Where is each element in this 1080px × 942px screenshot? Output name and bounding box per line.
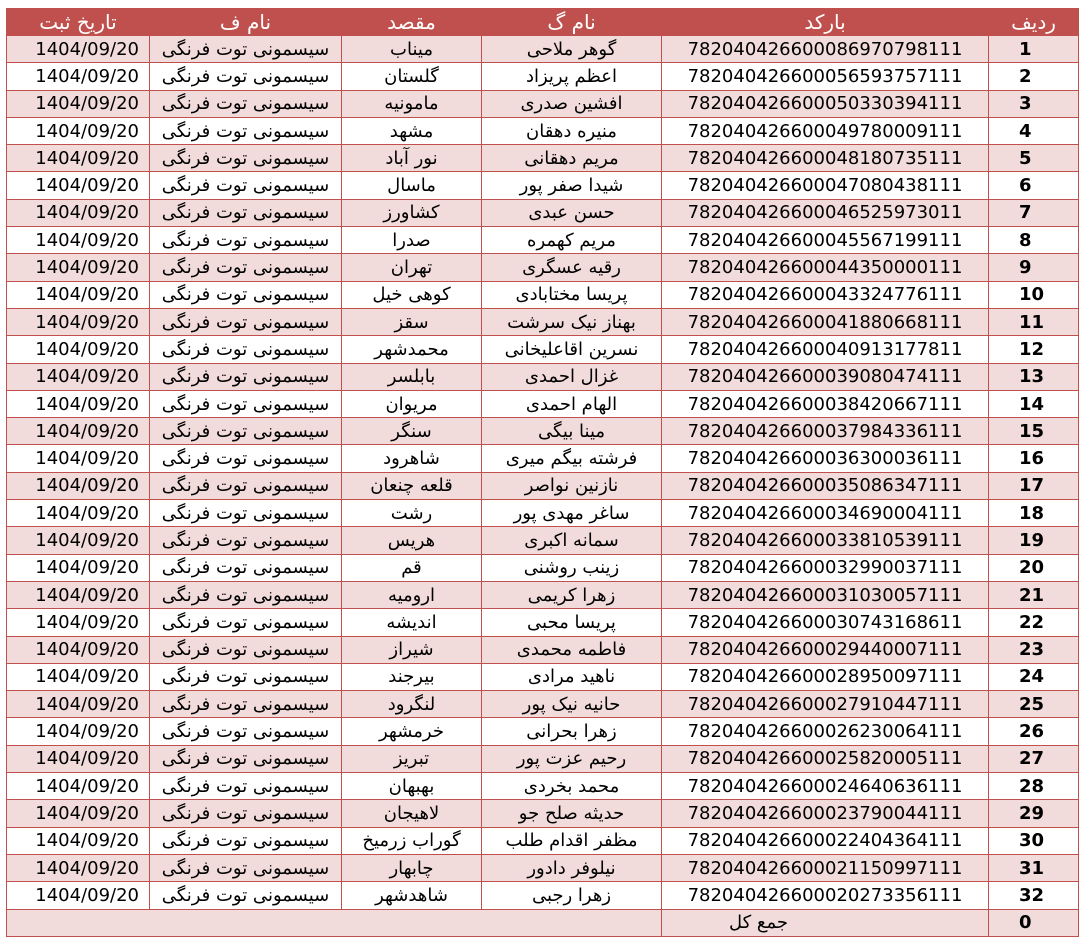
cell-receiver-name: نازنین نواصر [482, 472, 662, 499]
cell-sender-name: سیسمونی توت فرنگی [150, 527, 342, 554]
cell-registration-date: 1404/09/20 [7, 308, 150, 335]
cell-receiver-name: زهرا کریمی [482, 581, 662, 608]
table-row [7, 418, 1079, 445]
cell-registration-date: 1404/09/20 [7, 800, 150, 827]
cell-registration-date: 1404/09/20 [7, 882, 150, 909]
table-row [7, 199, 1079, 226]
cell-receiver-name: محمد بخردی [482, 773, 662, 800]
cell-row-number: 27 [989, 745, 1079, 772]
cell-receiver-name: منیره دهقان [482, 117, 662, 144]
header-destination: مقصد [342, 9, 482, 36]
cell-row-number: 9 [989, 254, 1079, 281]
header-row [7, 9, 1079, 36]
cell-receiver-name: الهام احمدی [482, 390, 662, 417]
cell-barcode: 782040426600026230064111 [662, 718, 989, 745]
cell-row-number: 3 [989, 90, 1079, 117]
cell-barcode: 782040426600049780009111 [662, 117, 989, 144]
cell-sender-name: سیسمونی توت فرنگی [150, 172, 342, 199]
cell-sender-name: سیسمونی توت فرنگی [150, 773, 342, 800]
cell-receiver-name: غزال احمدی [482, 363, 662, 390]
cell-barcode: 782040426600036300036111 [662, 445, 989, 472]
cell-destination: کشاورز [342, 199, 482, 226]
cell-receiver-name: مریم دهقانی [482, 145, 662, 172]
total-row [7, 909, 1079, 936]
cell-registration-date: 1404/09/20 [7, 281, 150, 308]
cell-sender-name: سیسمونی توت فرنگی [150, 227, 342, 254]
cell-sender-name: سیسمونی توت فرنگی [150, 882, 342, 909]
cell-barcode: 782040426600039080474111 [662, 363, 989, 390]
cell-destination: گلستان [342, 63, 482, 90]
cell-row-number: 26 [989, 718, 1079, 745]
cell-destination: سقز [342, 308, 482, 335]
cell-receiver-name: حدیثه صلح جو [482, 800, 662, 827]
cell-row-number: 22 [989, 609, 1079, 636]
cell-sender-name: سیسمونی توت فرنگی [150, 63, 342, 90]
cell-registration-date: 1404/09/20 [7, 36, 150, 63]
cell-sender-name: سیسمونی توت فرنگی [150, 663, 342, 690]
cell-destination: شاهرود [342, 445, 482, 472]
cell-sender-name: سیسمونی توت فرنگی [150, 636, 342, 663]
cell-registration-date: 1404/09/20 [7, 363, 150, 390]
cell-receiver-name: بهناز نیک سرشت [482, 308, 662, 335]
cell-destination: شاهدشهر [342, 882, 482, 909]
cell-registration-date: 1404/09/20 [7, 745, 150, 772]
table-row [7, 882, 1079, 909]
header-sender-name: نام ف [150, 9, 342, 36]
table-row [7, 145, 1079, 172]
cell-receiver-name: افشین صدری [482, 90, 662, 117]
cell-destination: نور آباد [342, 145, 482, 172]
cell-receiver-name: زهرا رجبی [482, 882, 662, 909]
cell-registration-date: 1404/09/20 [7, 145, 150, 172]
cell-row-number: 8 [989, 227, 1079, 254]
cell-registration-date: 1404/09/20 [7, 117, 150, 144]
cell-receiver-name: رحیم عزت پور [482, 745, 662, 772]
cell-barcode: 782040426600032990037111 [662, 554, 989, 581]
cell-destination: چابهار [342, 854, 482, 881]
cell-destination: تهران [342, 254, 482, 281]
cell-destination: مریوان [342, 390, 482, 417]
cell-row-number: 28 [989, 773, 1079, 800]
cell-barcode: 782040426600031030057111 [662, 581, 989, 608]
cell-registration-date: 1404/09/20 [7, 445, 150, 472]
cell-barcode: 782040426600041880668111 [662, 308, 989, 335]
table-row [7, 800, 1079, 827]
cell-barcode: 782040426600045567199111 [662, 227, 989, 254]
cell-barcode: 782040426600037984336111 [662, 418, 989, 445]
cell-sender-name: سیسمونی توت فرنگی [150, 691, 342, 718]
cell-row-number: 13 [989, 363, 1079, 390]
cell-receiver-name: فاطمه محمدی [482, 636, 662, 663]
table-row [7, 718, 1079, 745]
table-row [7, 827, 1079, 854]
table-row [7, 117, 1079, 144]
cell-registration-date: 1404/09/20 [7, 854, 150, 881]
cell-destination: صدرا [342, 227, 482, 254]
table-row [7, 390, 1079, 417]
cell-registration-date: 1404/09/20 [7, 63, 150, 90]
cell-destination: مامونیه [342, 90, 482, 117]
cell-barcode: 782040426600023790044111 [662, 800, 989, 827]
cell-receiver-name: نسرین اقاعلیخانی [482, 336, 662, 363]
cell-receiver-name: مریم کهمره [482, 227, 662, 254]
table-row [7, 363, 1079, 390]
table-row [7, 554, 1079, 581]
cell-registration-date: 1404/09/20 [7, 691, 150, 718]
cell-sender-name: سیسمونی توت فرنگی [150, 827, 342, 854]
cell-barcode: 782040426600035086347111 [662, 472, 989, 499]
table-row [7, 445, 1079, 472]
cell-row-number: 17 [989, 472, 1079, 499]
cell-row-number: 25 [989, 691, 1079, 718]
cell-sender-name: سیسمونی توت فرنگی [150, 609, 342, 636]
cell-registration-date: 1404/09/20 [7, 199, 150, 226]
cell-row-number: 31 [989, 854, 1079, 881]
header-barcode: بارکد [662, 9, 989, 36]
cell-sender-name: سیسمونی توت فرنگی [150, 445, 342, 472]
cell-barcode: 782040426600044350000111 [662, 254, 989, 281]
table-row [7, 90, 1079, 117]
cell-receiver-name: زهرا بحرانی [482, 718, 662, 745]
cell-row-number: 20 [989, 554, 1079, 581]
cell-row-number: 16 [989, 445, 1079, 472]
cell-row-number: 12 [989, 336, 1079, 363]
cell-sender-name: سیسمونی توت فرنگی [150, 281, 342, 308]
cell-receiver-name: نیلوفر دادور [482, 854, 662, 881]
cell-registration-date: 1404/09/20 [7, 172, 150, 199]
cell-registration-date: 1404/09/20 [7, 636, 150, 663]
cell-barcode: 782040426600038420667111 [662, 390, 989, 417]
cell-sender-name: سیسمونی توت فرنگی [150, 418, 342, 445]
cell-receiver-name: مینا بیگی [482, 418, 662, 445]
table-row [7, 691, 1079, 718]
cell-row-number: 14 [989, 390, 1079, 417]
cell-row-number: 30 [989, 827, 1079, 854]
cell-destination: گوراب زرمیخ [342, 827, 482, 854]
cell-destination: رشت [342, 500, 482, 527]
cell-destination: لاهیجان [342, 800, 482, 827]
table-row [7, 854, 1079, 881]
cell-registration-date: 1404/09/20 [7, 609, 150, 636]
table-row [7, 500, 1079, 527]
table-row [7, 745, 1079, 772]
cell-row-number: 7 [989, 199, 1079, 226]
cell-sender-name: سیسمونی توت فرنگی [150, 500, 342, 527]
cell-barcode: 782040426600046525973011 [662, 199, 989, 226]
table-row [7, 336, 1079, 363]
cell-sender-name: سیسمونی توت فرنگی [150, 90, 342, 117]
cell-registration-date: 1404/09/20 [7, 718, 150, 745]
cell-barcode: 782040426600020273356111 [662, 882, 989, 909]
cell-receiver-name: رقیه عسگری [482, 254, 662, 281]
table-row [7, 609, 1079, 636]
cell-sender-name: سیسمونی توت فرنگی [150, 390, 342, 417]
cell-receiver-name: پریسا محبی [482, 609, 662, 636]
cell-sender-name: سیسمونی توت فرنگی [150, 117, 342, 144]
cell-receiver-name: پریسا مختابادی [482, 281, 662, 308]
total-filler [7, 909, 662, 936]
cell-destination: شیراز [342, 636, 482, 663]
cell-sender-name: سیسمونی توت فرنگی [150, 745, 342, 772]
cell-receiver-name: فرشته بیگم میری [482, 445, 662, 472]
header-registration-date: تاریخ ثبت [7, 9, 150, 36]
total-value: 0 [989, 909, 1079, 936]
cell-row-number: 5 [989, 145, 1079, 172]
cell-destination: تبریز [342, 745, 482, 772]
cell-registration-date: 1404/09/20 [7, 554, 150, 581]
cell-barcode: 782040426600025820005111 [662, 745, 989, 772]
cell-destination: سنگر [342, 418, 482, 445]
cell-registration-date: 1404/09/20 [7, 500, 150, 527]
cell-sender-name: سیسمونی توت فرنگی [150, 363, 342, 390]
cell-destination: ماسال [342, 172, 482, 199]
cell-registration-date: 1404/09/20 [7, 827, 150, 854]
cell-registration-date: 1404/09/20 [7, 90, 150, 117]
cell-receiver-name: سمانه اکبری [482, 527, 662, 554]
cell-receiver-name: مظفر اقدام طلب [482, 827, 662, 854]
cell-barcode: 782040426600030743168611 [662, 609, 989, 636]
table-row [7, 63, 1079, 90]
cell-sender-name: سیسمونی توت فرنگی [150, 554, 342, 581]
cell-destination: اندیشه [342, 609, 482, 636]
cell-registration-date: 1404/09/20 [7, 663, 150, 690]
header-receiver-name: نام گ [482, 9, 662, 36]
table-row [7, 472, 1079, 499]
cell-barcode: 782040426600033810539111 [662, 527, 989, 554]
table-row [7, 227, 1079, 254]
cell-row-number: 2 [989, 63, 1079, 90]
cell-sender-name: سیسمونی توت فرنگی [150, 854, 342, 881]
cell-row-number: 10 [989, 281, 1079, 308]
cell-row-number: 1 [989, 36, 1079, 63]
cell-barcode: 782040426600029440007111 [662, 636, 989, 663]
cell-row-number: 32 [989, 882, 1079, 909]
cell-registration-date: 1404/09/20 [7, 390, 150, 417]
cell-sender-name: سیسمونی توت فرنگی [150, 581, 342, 608]
total-label: جمع کل [662, 909, 989, 936]
cell-row-number: 15 [989, 418, 1079, 445]
cell-registration-date: 1404/09/20 [7, 336, 150, 363]
shipment-table [6, 8, 1079, 937]
cell-sender-name: سیسمونی توت فرنگی [150, 718, 342, 745]
cell-registration-date: 1404/09/20 [7, 773, 150, 800]
cell-registration-date: 1404/09/20 [7, 581, 150, 608]
cell-sender-name: سیسمونی توت فرنگی [150, 800, 342, 827]
cell-sender-name: سیسمونی توت فرنگی [150, 472, 342, 499]
cell-destination: ارومیه [342, 581, 482, 608]
cell-row-number: 19 [989, 527, 1079, 554]
cell-sender-name: سیسمونی توت فرنگی [150, 336, 342, 363]
table-row [7, 36, 1079, 63]
cell-destination: لنگرود [342, 691, 482, 718]
cell-sender-name: سیسمونی توت فرنگی [150, 199, 342, 226]
cell-barcode: 782040426600050330394111 [662, 90, 989, 117]
cell-destination: هریس [342, 527, 482, 554]
cell-row-number: 23 [989, 636, 1079, 663]
cell-barcode: 782040426600028950097111 [662, 663, 989, 690]
cell-row-number: 11 [989, 308, 1079, 335]
cell-sender-name: سیسمونی توت فرنگی [150, 308, 342, 335]
cell-barcode: 782040426600043324776111 [662, 281, 989, 308]
cell-destination: بیرجند [342, 663, 482, 690]
cell-row-number: 4 [989, 117, 1079, 144]
cell-receiver-name: حانیه نیک پور [482, 691, 662, 718]
table-row [7, 254, 1079, 281]
cell-barcode: 782040426600034690004111 [662, 500, 989, 527]
cell-sender-name: سیسمونی توت فرنگی [150, 36, 342, 63]
cell-barcode: 782040426600086970798111 [662, 36, 989, 63]
table-row [7, 581, 1079, 608]
cell-row-number: 24 [989, 663, 1079, 690]
cell-row-number: 18 [989, 500, 1079, 527]
cell-destination: مشهد [342, 117, 482, 144]
cell-destination: کوهی خیل [342, 281, 482, 308]
cell-receiver-name: حسن عبدی [482, 199, 662, 226]
cell-row-number: 29 [989, 800, 1079, 827]
cell-row-number: 6 [989, 172, 1079, 199]
table-row [7, 773, 1079, 800]
cell-registration-date: 1404/09/20 [7, 472, 150, 499]
header-row-number: ردیف [989, 9, 1079, 36]
cell-barcode: 782040426600024640636111 [662, 773, 989, 800]
cell-row-number: 21 [989, 581, 1079, 608]
cell-receiver-name: زینب روشنی [482, 554, 662, 581]
cell-barcode: 782040426600022404364111 [662, 827, 989, 854]
table-row [7, 308, 1079, 335]
cell-barcode: 782040426600047080438111 [662, 172, 989, 199]
cell-destination: قم [342, 554, 482, 581]
cell-destination: محمدشهر [342, 336, 482, 363]
cell-receiver-name: اعظم پریزاد [482, 63, 662, 90]
cell-barcode: 782040426600056593757111 [662, 63, 989, 90]
cell-barcode: 782040426600027910447111 [662, 691, 989, 718]
cell-registration-date: 1404/09/20 [7, 227, 150, 254]
cell-registration-date: 1404/09/20 [7, 254, 150, 281]
table-row [7, 281, 1079, 308]
cell-receiver-name: شیدا صفر پور [482, 172, 662, 199]
cell-destination: بابلسر [342, 363, 482, 390]
table-row [7, 527, 1079, 554]
cell-barcode: 782040426600040913177811 [662, 336, 989, 363]
cell-destination: میناب [342, 36, 482, 63]
cell-receiver-name: ناهید مرادی [482, 663, 662, 690]
cell-destination: خرمشهر [342, 718, 482, 745]
cell-registration-date: 1404/09/20 [7, 527, 150, 554]
cell-barcode: 782040426600021150997111 [662, 854, 989, 881]
table-row [7, 172, 1079, 199]
cell-receiver-name: گوهر ملاحی [482, 36, 662, 63]
table-row [7, 663, 1079, 690]
table-row [7, 636, 1079, 663]
cell-destination: قلعه چنعان [342, 472, 482, 499]
cell-destination: بهبهان [342, 773, 482, 800]
cell-receiver-name: ساغر مهدی پور [482, 500, 662, 527]
cell-barcode: 782040426600048180735111 [662, 145, 989, 172]
cell-registration-date: 1404/09/20 [7, 418, 150, 445]
cell-sender-name: سیسمونی توت فرنگی [150, 254, 342, 281]
cell-sender-name: سیسمونی توت فرنگی [150, 145, 342, 172]
